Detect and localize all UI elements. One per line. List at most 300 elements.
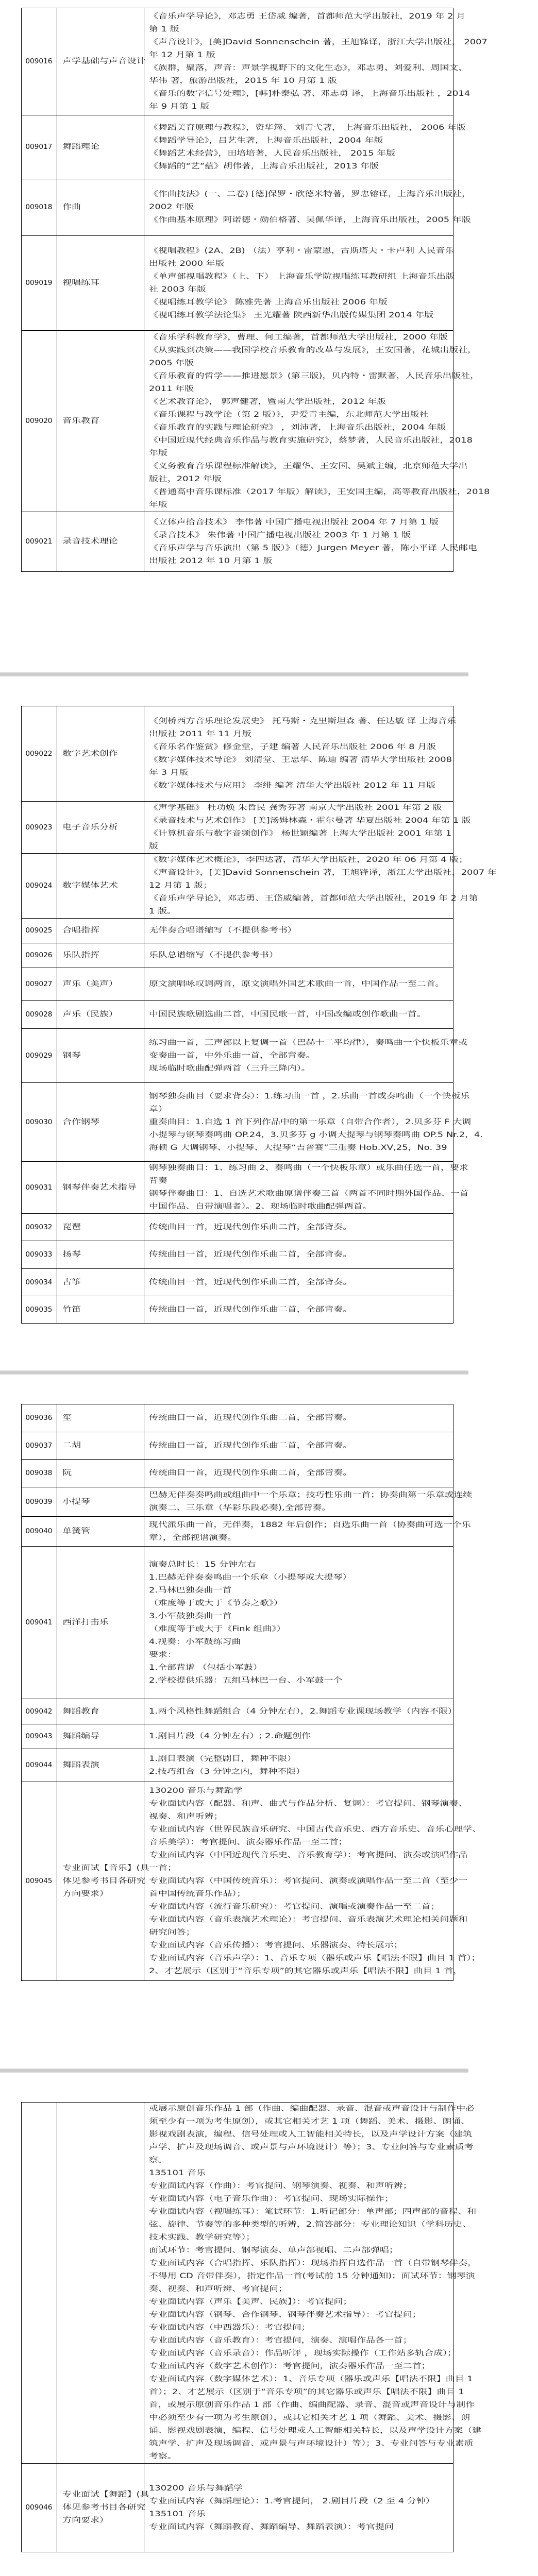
reference-line: 出版社 2000 年版 <box>149 259 225 268</box>
course-code: 009039 <box>25 1498 53 1506</box>
reference-line: 专业面试内容（音乐教育）：考官提问，演奏、演唱作品各一首； <box>149 2336 412 2345</box>
course-name-cell <box>57 236 144 331</box>
reference-line: 音乐美学）：考官提问、演奏器乐作品一至二首； <box>149 1838 348 1846</box>
course-name-cell <box>57 1517 144 1547</box>
reference-line: 《单声部视唱教程》（上、下） 上海音乐学院视唱练耳教研组 上海音乐出版 <box>149 272 455 281</box>
reference-books-cell <box>144 236 453 331</box>
course-code: 009035 <box>25 1306 53 1314</box>
course-code: 009028 <box>25 1010 53 1019</box>
table-row <box>22 331 453 512</box>
course-code: 009034 <box>25 1278 53 1286</box>
table-row <box>22 1547 453 1699</box>
course-name-cell <box>57 1001 144 1029</box>
reference-line: 社 2003 年版 <box>149 285 206 294</box>
reference-books-cell <box>144 943 453 968</box>
course-name-cell <box>57 1460 144 1487</box>
course-code-cell <box>22 331 57 512</box>
course-table-3 <box>21 1404 482 1981</box>
course-name-cell <box>57 1487 144 1517</box>
course-name-line: 小提琴 <box>62 1497 90 1506</box>
table-row <box>22 1517 453 1547</box>
reference-line: 诵、影视戏剧表演，编程、信号处理或人工智能相关特长，以及声学设计方案（建 <box>149 2427 482 2435</box>
course-code: 009022 <box>25 750 53 758</box>
course-name-line: 作曲 <box>62 203 81 211</box>
course-name-line: 古筝 <box>62 1278 81 1286</box>
reference-line: 《视唱教程》(2A、2B) （法）亨利・雷蒙恩，古斯塔夫・卡卢利 人民音乐 <box>149 246 455 255</box>
table-row <box>22 236 453 331</box>
table-row <box>22 1487 453 1517</box>
course-code: 009032 <box>25 1223 53 1231</box>
reference-line: 《录音技术与艺术创作》 [美]汤姆林森・霍尔曼著 华夏出版社 2004 年第 1 版 <box>149 817 471 825</box>
course-name-line: 笙 <box>62 1414 72 1422</box>
table-row <box>22 1460 453 1487</box>
reference-books-cell <box>144 1487 473 1517</box>
reference-books-cell <box>144 2103 482 2464</box>
course-code-cell <box>22 854 57 919</box>
course-name-line: 琵琶 <box>62 1223 81 1231</box>
table-row <box>22 802 453 854</box>
reference-line: 《声音设计》，[美]David Sonnenschein 著，王旭锋译，浙江大学出版社，2007 年 <box>149 869 497 877</box>
course-code: 009024 <box>25 882 53 890</box>
course-name-cell <box>57 802 144 854</box>
reference-line: 年版 <box>149 449 167 457</box>
reference-line: 专业面试内容（音乐声学）：1、音乐专项（器乐或声乐【唱法不限】曲目 1 首）； <box>149 1954 481 1962</box>
course-name-cell <box>57 1782 149 1981</box>
reference-line: 《声学基础》 杜功焕 朱哲民 龚秀芬著 南京大学出版社 2001 年第 2 版 <box>149 804 442 812</box>
reference-line: 传统曲目一首，近现代创作乐曲二首，全部背奏。 <box>149 1305 352 1314</box>
table-row <box>22 919 453 943</box>
course-code-cell <box>22 2103 57 2464</box>
course-code: 009019 <box>25 279 53 287</box>
course-name-line: 合唱指挥 <box>62 926 99 935</box>
course-code: 009021 <box>25 538 53 546</box>
course-name-line: 声学基础与声音设计 <box>62 57 146 65</box>
course-name-line: 舞蹈教育 <box>62 1707 99 1716</box>
reference-line: 章） <box>149 1105 167 1113</box>
reference-line: 专业面试内容（声乐【美声、民族】）：考官提问； <box>149 2298 352 2306</box>
table-row <box>22 1782 453 1981</box>
reference-line: 年 3 月版 <box>149 769 189 777</box>
reference-books-cell <box>144 1083 483 1162</box>
reference-line: 出版社 2012 年 10 月第 1 版 <box>149 556 273 565</box>
course-name-line: 声乐（美声） <box>62 979 118 988</box>
reference-line: 1.剧目片段（4 分钟左右）; 2.命题创作 <box>149 1732 311 1740</box>
reference-line: 面试环节：考官提问、钢琴演奏、单声部视唱、二声部弹唱； <box>149 2246 398 2255</box>
reference-line: 专业面试内容（电子音乐作曲）：考官提问、现场实际操作； <box>149 2195 394 2203</box>
course-code: 009025 <box>25 927 53 935</box>
reference-line: 2.学校提供乐器：五组马林巴一台、小军鼓一个 <box>149 1676 343 1685</box>
reference-line: 《义务教育音乐课程标准解读》，王耀华、王安国、吴斌主编，北京师范大学出 <box>149 462 468 470</box>
reference-line: 传统曲目一首，近现代创作乐曲二首，全部背奏。 <box>149 1223 352 1231</box>
table-row <box>22 943 453 968</box>
course-name-line: 体见参考书目各研究 <box>62 2503 146 2512</box>
reference-line: 2005 年版 <box>149 359 194 367</box>
course-code: 009018 <box>25 204 53 211</box>
course-name-cell <box>57 179 144 236</box>
reference-line: 小提琴与钢琴奏鸣曲 OP.24，3.贝多芬 g 小调大提琴与钢琴奏鸣曲 OP.5 Nr.2，4. <box>149 1130 483 1139</box>
reference-books-cell <box>144 1460 453 1487</box>
reference-line: 版社，2012 年版 <box>149 474 222 483</box>
reference-line: 《音乐课程与教学论（第 2 版）》，尹爱青主编，东北师范大学出版社 <box>149 410 429 419</box>
course-code-cell <box>22 706 57 802</box>
reference-line: 《作曲技法》(一、二卷) [德]保罗・欣德米特著，罗忠镕译，上海音乐出版社， <box>149 190 472 198</box>
reference-books-cell <box>144 331 490 512</box>
reference-line: 专业面试内容（中国传统音乐）：考官提问、演奏或演唱作品一至二首（至少一 <box>149 1877 468 1885</box>
table-row <box>22 8 453 115</box>
course-name-line: 西洋打击乐 <box>62 1618 109 1626</box>
reference-books-cell <box>144 1782 482 1981</box>
reference-line: 年 9 月第 1 版 <box>149 102 210 111</box>
table-row <box>22 179 453 236</box>
reference-line: 专业面试内容（中西器乐）：考官提问； <box>149 2324 311 2332</box>
reference-books-cell <box>144 706 457 802</box>
course-name-line: 音乐教育 <box>62 417 99 425</box>
course-name-line: 数字媒体艺术 <box>62 882 118 890</box>
reference-line: 《视唱练耳教学法论集》 王光耀著 陕西新华出版传媒集团 2014 年版 <box>149 311 434 319</box>
reference-line: 练习曲一首，三声部以上复调一首（巴赫十二平均律），奏鸣曲一个快板乐章或 <box>149 1038 468 1047</box>
course-name-line: 舞蹈理论 <box>62 143 99 151</box>
reference-line: 《数字媒体技术导论》 刘清堂、王忠华、陈迪 编著 清华大学出版社 2008 <box>149 756 452 764</box>
reference-line: 专业面试内容（数字媒体艺术）：1、音乐专项（器乐或声乐【唱法不限】曲目 1 <box>149 2375 473 2383</box>
reference-line: 《从实践到决策——我国学校音乐教育的改革与发展》，王安国著，花城出版社， <box>149 346 477 354</box>
reference-line: 考察。 <box>149 2452 177 2461</box>
reference-line: 《音乐教育的哲学——推进愿景》(第三版)，贝内特・雷默著，人民音乐出版社， <box>149 371 480 380</box>
reference-line: 一首； <box>149 1864 177 1872</box>
course-code: 009020 <box>25 417 53 425</box>
reference-line: 专业面试内容（配器、和声、曲式与作品分析、复调）：考官提问、钢琴演奏、 <box>149 1800 468 1808</box>
reference-line: 专业面试内容（舞蹈理论）：1.考官提问， 2.剧目片段（2 至 4 分钟） <box>149 2497 435 2505</box>
reference-line: 专业面试内容（作曲）：考官提问、钢琴演奏、视奏、和声听辨； <box>149 2182 412 2190</box>
course-name-cell <box>57 919 144 943</box>
reference-line: 2、才艺展示（区别于“音乐专项”的其它器乐或声乐【唱法不限】曲目 1 首， <box>149 1967 463 1975</box>
course-code-cell <box>22 1296 57 1324</box>
reference-line: 专业面试内容（数字艺术创作）：考官提问，演奏器乐作品一至二首； <box>149 2362 431 2370</box>
reference-line: 专业面试内容（音乐表演艺术理论）：考官提问、音乐表演艺术理论相关问题和 <box>149 1916 468 1924</box>
table-row <box>22 512 453 572</box>
course-code-cell <box>22 1460 57 1487</box>
reference-line: 研究问答； <box>149 1928 195 1937</box>
reference-line: 专业面试内容（合唱指挥、乐队指挥）：现场指挥自选作品一首（自带钢琴伴奏， <box>149 2259 477 2267</box>
reference-books-cell <box>144 968 453 1001</box>
table-row <box>22 1269 453 1296</box>
reference-line: 《族群，聚落，声音：声景学视野下的文化生态》，邓志勇、刘爱利、周国文、 <box>149 63 468 72</box>
course-name-cell <box>57 8 144 115</box>
course-code-cell <box>22 1162 57 1214</box>
course-code-cell <box>22 1517 57 1547</box>
course-code-cell <box>22 1432 57 1460</box>
reference-line: 钢琴独奏曲目（要求背奏）：1.练习曲一首 ，2.乐曲一首或奏鸣曲（一个快板乐 <box>149 1092 470 1100</box>
reference-line: 背奏 <box>149 1177 167 1185</box>
course-name-cell <box>57 1241 144 1269</box>
reference-books-cell <box>144 2464 453 2552</box>
reference-line: 章），全部视谱演奏。 <box>149 1533 237 1542</box>
reference-books-cell <box>144 512 477 572</box>
course-name-line: 体见参考书目各研究 <box>62 1877 146 1885</box>
table-row <box>22 854 453 919</box>
course-name-cell <box>57 943 144 968</box>
course-name-line: 方向要求） <box>62 2516 109 2524</box>
reference-line: 《音乐的数字信号处理》，[韩]朴泰弘 著、邓志勇 译，上海音乐出版社 ，2014 <box>149 89 470 98</box>
reference-books-cell <box>144 1724 453 1749</box>
reference-line: 《音乐声学导论》，邓志勇、王岱威编著，首都师范大学出版社，2019 年 2 月第 <box>149 894 478 903</box>
reference-line: 《视唱练耳教学论》 陈雅先著 上海音乐出版社 2006 年版 <box>149 298 388 307</box>
reference-line: 首，或展示原创音乐作品 1 部（作曲、编曲配器、录音、混音或声音设计与制作 <box>149 2401 475 2409</box>
reference-books-cell <box>144 1432 453 1460</box>
reference-line: 钢琴伴奏曲目：1、自选艺术歌曲原谱伴奏三首（两首不同时期外国作品、一首 <box>149 1190 469 1198</box>
course-name-cell <box>57 512 144 572</box>
reference-books-cell <box>144 1749 453 1782</box>
course-code-cell <box>22 943 57 968</box>
page-separator <box>0 2069 468 2073</box>
course-code: 009029 <box>25 1052 53 1060</box>
table-row <box>22 968 453 1001</box>
table-row <box>22 1724 453 1749</box>
reference-line: 《中国近现代经典音乐作品与教育实施研究》，蔡梦著，人民音乐出版社，2018 <box>149 436 473 445</box>
course-code: 009040 <box>25 1528 53 1535</box>
reference-line: 中国作品、自带演唱者）。2、现场临时歌曲配弹两首。 <box>149 1202 372 1211</box>
course-name-cell <box>57 115 144 179</box>
reference-line: 《音乐学科教育学》，曹理、何工编著，首都师范大学出版社，2000 年版 <box>149 333 448 342</box>
reference-line: 传统曲目一首，近现代创作乐曲二首，全部背奏。 <box>149 1469 352 1477</box>
reference-line: 海顿 G 大调钢琴、小提琴、大提琴“吉普赛”三重奏 Hob.XV,25，No. 39 <box>149 1143 447 1152</box>
course-name-cell <box>57 1083 144 1162</box>
course-table-4 <box>21 2102 482 2552</box>
reference-line: 《音乐声学导论》，邓志勇 王岱威 编著，首都师范大学出版社，2019 年 2 月 <box>149 12 466 21</box>
reference-line: 专业面试内容（舞蹈教育、舞蹈编导、舞蹈表演）：考官提问 <box>149 2522 394 2531</box>
reference-line: 《数字媒体技术与应用》 李绯 编著 清华大学出版社 2012 年 11 月版 <box>149 782 436 790</box>
reference-books-cell <box>144 1269 453 1296</box>
course-code: 009042 <box>25 1707 53 1716</box>
reference-line: 《立体声拾音技术》 李伟著 中国广播电视出版社 2004 年 7 月第 1 版 <box>149 518 439 527</box>
reference-line: 《舞蹈艺术经营》，田培培著，人民音乐出版社， 2015 年版 <box>149 149 396 158</box>
reference-line: 2.技巧组合（3 分钟之内，舞种不限） <box>149 1767 305 1776</box>
reference-line: 《舞蹈的“艺”蕴》胡伟著，上海音乐出版社，2013 年版 <box>149 162 379 171</box>
reference-books-cell <box>144 1162 469 1214</box>
reference-line: 《音乐名作鉴赏》修金堂，子建 编著 人民音乐出版社 2006 年 8 月版 <box>149 743 436 751</box>
course-code: 009016 <box>25 58 53 65</box>
reference-line: 1.剧目表演（完整剧目，舞种不限） <box>149 1754 296 1763</box>
course-code-cell <box>22 1699 57 1724</box>
reference-books-cell <box>144 1404 453 1432</box>
reference-line: 中国民族歌剧选曲二首，中国民歌一首，中国改编或创作歌曲一首。 <box>149 1010 426 1019</box>
table-row <box>22 2464 453 2552</box>
course-name-line: 合作钢琴 <box>62 1117 99 1126</box>
reference-line: 《录音技术》 朱伟著 中国广播电视出版社 2003 年 1 月第 1 版 <box>149 531 411 539</box>
reference-line: 专业面试内容（音乐录音）：作品听评 ，现场实际操作（工作站多轨合成）； <box>149 2349 457 2358</box>
reference-line: 130200 音乐与舞蹈学 <box>149 2484 243 2493</box>
course-name-cell <box>57 1749 144 1782</box>
course-name-line: 二胡 <box>62 1441 81 1450</box>
course-code: 009037 <box>25 1442 53 1450</box>
course-name-cell <box>57 1699 144 1724</box>
reference-line: 影视戏剧表演，编程、信号处理或人工智能相关特长，以及声学设计方案（建筑 <box>149 2130 473 2139</box>
table-row <box>22 115 453 179</box>
course-code-cell <box>22 1782 57 1981</box>
reference-line: 钢琴独奏曲目：1、练习曲 2、奏鸣曲（一个快板乐章）或乐曲任选一首，要求 <box>149 1164 468 1172</box>
reference-line: 《计算机音乐与数字音频创作》 杨世颖编著 上海大学出版社 2001 年第 1 <box>149 829 452 838</box>
reference-line: 2002 年版 <box>149 203 194 211</box>
course-code: 009017 <box>25 143 53 151</box>
reference-line: 专业面试内容（钢琴、合作钢琴、钢琴伴奏艺术指导）：考官提问； <box>149 2311 422 2319</box>
reference-line: 首）；2、才艺展示（区别于“音乐专项”的其它器乐或声乐【唱法不限】曲目 1 <box>149 2388 464 2396</box>
table-row <box>22 1296 453 1324</box>
reference-line: 1.两个风格性舞蹈组合（4 分钟左右），2.舞蹈专业课现场教学（内容不限） <box>149 1707 457 1716</box>
course-name-cell <box>57 706 144 802</box>
course-code: 009045 <box>25 1877 53 1885</box>
course-name-line: 阮 <box>62 1469 72 1477</box>
course-name-cell <box>57 1296 144 1324</box>
course-code: 009038 <box>25 1469 53 1477</box>
reference-line: 《艺术教育论》， 郭声健著，暨南大学出版社，2012 年版 <box>149 397 386 406</box>
reference-line: （难度等于或大于《Fink 组曲》） <box>149 1624 286 1633</box>
reference-line: 演奏总时长：15 分钟左右 <box>149 1560 256 1569</box>
course-code: 009041 <box>25 1619 53 1626</box>
course-code-cell <box>22 1214 57 1241</box>
reference-line: 巴赫无伴奏奏鸣曲或组曲中一个乐章；技巧性乐曲一首；协奏曲第一乐章或连续 <box>149 1491 473 1499</box>
reference-books-cell <box>144 1296 453 1324</box>
reference-books-cell <box>144 179 472 236</box>
reference-books-cell <box>144 8 487 115</box>
course-name-line: 竹笛 <box>62 1305 81 1314</box>
course-code: 009026 <box>25 952 53 959</box>
reference-line: 声学、扩声及现场调音、或声景与声环境设计）等）；3、专业问答与专业素质考 <box>149 2143 474 2151</box>
course-code-cell <box>22 8 57 115</box>
reference-line: 1 版。 <box>149 907 176 916</box>
reference-line: 变奏曲一首，中外乐曲一首，全部背奏。 <box>149 1051 315 1060</box>
course-code: 009033 <box>25 1251 53 1259</box>
reference-line: 传统曲目一首，近现代创作乐曲二首，全部背奏。 <box>149 1278 352 1286</box>
table-row <box>22 1029 453 1083</box>
reference-books-cell <box>144 1029 468 1083</box>
reference-books-cell <box>144 1699 457 1724</box>
reference-line: 重奏曲目：1.自选 1 首下列作品中的第一乐章（自带合作者），2.贝多芬 F 大调 <box>149 1117 472 1126</box>
course-code-cell <box>22 1241 57 1269</box>
course-name-line: 电子音乐分析 <box>62 823 118 832</box>
course-code-cell <box>22 968 57 1001</box>
reference-line: 专业面试内容（流行音乐研究）：考官提问、演唱或演奏作品一至二首； <box>149 1903 440 1911</box>
course-name-cell <box>57 2464 149 2552</box>
reference-line: 现场临时歌曲配弹两首（三升三降内）。 <box>149 1064 311 1073</box>
course-name-cell <box>57 2103 144 2464</box>
course-code-cell <box>22 179 57 236</box>
reference-line: 《音乐声学与音乐演出（第 5 版）》（德）Jurgen Meyer 著，陈小平译 人民邮电 <box>149 544 477 552</box>
reference-line: 第 1 版 <box>149 25 179 33</box>
reference-line: 筑声学、扩声及现场调音、或声景与声环境设计）等）；3、专业问答与专业素质 <box>149 2439 474 2448</box>
course-name-line: 舞蹈编导 <box>62 1732 99 1740</box>
course-name-cell <box>57 331 144 512</box>
course-code: 009027 <box>25 980 53 988</box>
course-code-cell <box>22 1029 57 1083</box>
reference-line: 奏、视奏、和声听辨、考官提问； <box>149 2285 288 2293</box>
reference-line: 技术实践、教学研究等）； <box>149 2233 256 2242</box>
table-row <box>22 1432 453 1460</box>
reference-line: 2011 年版 <box>149 384 194 393</box>
reference-line: 130200 音乐与舞蹈学 <box>149 1787 243 1795</box>
reference-books-cell <box>144 1214 453 1241</box>
course-name-cell <box>57 1214 144 1241</box>
reference-line: 《作曲基本原理》阿诺德・勋伯格著、吴佩华译，上海音乐出版社，2005 年版 <box>149 216 471 224</box>
course-code: 009023 <box>25 823 53 832</box>
reference-line: 《舞蹈学导论》，吕艺生著，上海音乐出版社，2004 年版 <box>149 136 383 145</box>
reference-line: 版 <box>149 842 158 851</box>
reference-line: 1.全部背谱 （包括小军鼓） <box>149 1663 262 1672</box>
reference-line: 专业面试内容（视唱练耳）：笔试环节：1.听记部分：单声部；四声部的音程、和 <box>149 2208 477 2216</box>
reference-line: 3.小军鼓独奏曲一首 <box>149 1612 232 1620</box>
reference-line: 视奏、和声听辨； <box>149 1812 223 1821</box>
reference-books-cell <box>144 802 471 854</box>
reference-line: 传统曲目一首，近现代创作乐曲二首，全部背奏。 <box>149 1441 352 1450</box>
reference-line: 4.视奏：小军鼓练习曲 <box>149 1637 241 1646</box>
reference-line: 华伟 著，旅游出版社，2015 年 10 月第 1 版 <box>149 76 337 85</box>
table-row <box>22 1083 453 1162</box>
course-name-line: 舞蹈表演 <box>62 1761 99 1769</box>
course-name-cell <box>57 968 144 1001</box>
course-code-cell <box>22 919 57 943</box>
reference-line: 专业面试内容（世界民族音乐研究、中国古代音乐史、西方音乐史、音乐心理学、 <box>149 1825 482 1834</box>
reference-line: 《普通高中音乐课标准（2017 年版）解读》，王安国主编，高等教育出版社，2018 <box>149 487 490 496</box>
course-code-cell <box>22 1724 57 1749</box>
course-name-cell <box>57 1269 144 1296</box>
reference-line: 弦、旋律、节奏等的多种类型的听辨，2.简答部分：专业理论知识（学科历史、 <box>149 2221 472 2229</box>
course-name-line: 声乐（民族） <box>62 1010 118 1019</box>
reference-books-cell <box>144 115 466 179</box>
course-name-line: 单簧管 <box>62 1527 90 1535</box>
table-row <box>22 1241 453 1269</box>
course-name-line: 专业面试【舞蹈】(具 <box>62 2490 149 2499</box>
course-code-cell <box>22 1269 57 1296</box>
reference-line: 出版社 2011 年 11 月版 <box>149 730 251 738</box>
reference-line: 要求： <box>149 1650 177 1659</box>
course-code: 009043 <box>25 1733 53 1740</box>
course-table-2 <box>21 706 497 1324</box>
reference-books-cell <box>144 1001 453 1029</box>
course-name-line: 钢琴伴奏艺术指导 <box>62 1183 137 1192</box>
course-code-cell <box>22 1404 57 1432</box>
course-code-cell <box>22 236 57 331</box>
reference-line: 现代派乐曲一首，无伴奏，1882 年后创作；自选乐曲一首（协奏曲可选一个乐 <box>149 1520 471 1529</box>
course-name-line: 专业面试【音乐】(具 <box>62 1864 149 1872</box>
course-name-cell <box>57 1432 144 1460</box>
reference-books-cell <box>144 1517 471 1547</box>
page-separator <box>0 1370 468 1375</box>
course-name-cell <box>57 1547 144 1699</box>
table-row <box>22 1162 453 1214</box>
table-row <box>22 706 453 802</box>
course-code-cell <box>22 1547 57 1699</box>
course-code-cell <box>22 802 57 854</box>
reference-line: 135101 音乐 <box>149 2510 206 2518</box>
course-name-cell <box>57 1404 144 1432</box>
course-name-cell <box>57 1162 144 1214</box>
reference-line: 乐队总谱缩写（不提供参考书） <box>149 951 278 959</box>
course-name-line: 钢琴 <box>62 1051 81 1060</box>
course-code-cell <box>22 1749 57 1782</box>
page-separator <box>0 672 468 676</box>
table-row <box>22 1699 453 1724</box>
course-name-line: 录音技术理论 <box>62 537 118 546</box>
reference-line: 专业面试内容（音乐传播）：考官提问、乐器演奏、特长展示； <box>149 1941 403 1950</box>
table-row <box>22 2103 453 2464</box>
reference-line: 《声音设计》，[美]David Sonnenschein 著，王旭锋译，浙江大学出版社， 2007 <box>149 38 487 46</box>
reference-line: 原文演唱咏叹调两首，原文演唱外国艺术歌曲一首，中国作品一至二首。 <box>149 979 445 988</box>
table-row <box>22 1404 453 1432</box>
reference-books-cell <box>144 919 453 943</box>
course-code-cell <box>22 1001 57 1029</box>
reference-line: 须至少有一项为考生原创），或其它相关才艺 1 项（舞蹈、美术、摄影、朗诵、 <box>149 2117 470 2126</box>
course-name-cell <box>57 854 144 919</box>
reference-line: 传统曲目一首，近现代创作乐曲二首，全部背奏。 <box>149 1250 352 1259</box>
reference-line: 察。 <box>149 2156 167 2164</box>
